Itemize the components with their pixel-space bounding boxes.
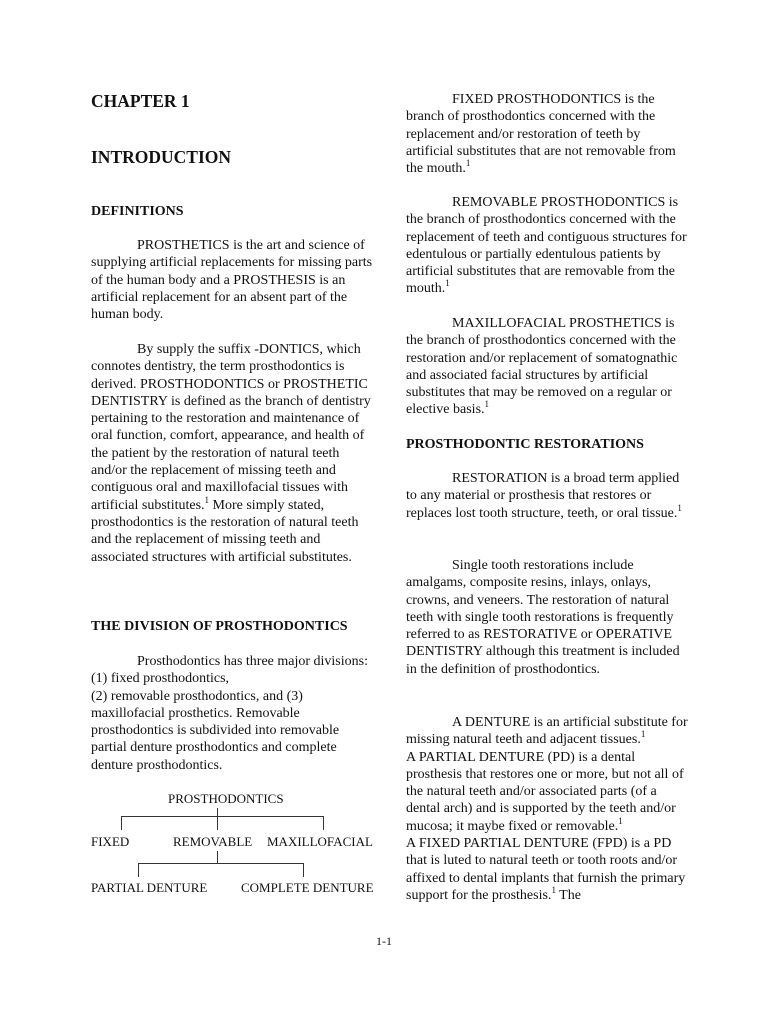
prosthodontics-hierarchy-diagram <box>91 785 381 900</box>
diagram-connector <box>217 816 218 830</box>
maxillofacial-prosthetics-paragraph <box>406 315 691 419</box>
citation-ref: 1 <box>677 502 682 513</box>
diagram-connector <box>323 816 324 830</box>
citation-ref: 1 <box>551 884 556 895</box>
chapter-heading: CHAPTER 1 <box>91 91 190 111</box>
prosthodontics-definition-text-cont: More simply stated, prosthodontics is the restoration of natural teeth and the replacement of missing teeth and associated structures with artificial substitutes. <box>91 497 359 565</box>
fixed-partial-denture-text: A FIXED PARTIAL DENTURE (FPD) is a PD that is luted to natural teeth or tooth roots and/or affixed to dental implants that furnish the primary support for the prosthesis. <box>406 836 686 903</box>
diagram-connector <box>303 863 304 877</box>
citation-ref: 1 <box>618 815 623 826</box>
citation-ref: 1 <box>445 278 450 289</box>
partial-denture-text: A PARTIAL DENTURE (PD) is a dental prosthesis that restores one or more, but not all of the natural teeth and/or associated parts (of a dental arch) and is supported by the teeth and/or mucosa; it maybe fixed or removable. <box>406 749 684 834</box>
citation-ref: 1 <box>484 399 490 410</box>
removable-prosthodontics-paragraph <box>406 194 691 298</box>
diagram-node-partial-denture: PARTIAL DENTURE <box>91 880 208 895</box>
diagram-node-removable: REMOVABLE <box>173 834 253 849</box>
diagram-node-prosthodontics: PROSTHODONTICS <box>168 791 284 806</box>
diagram-connector <box>217 851 218 863</box>
diagram-connector <box>138 863 139 877</box>
division-paragraph-line1: Prosthodontics has three major divisions: (1) fixed prosthodontics, <box>91 654 368 687</box>
removable-prosthodontics-text: REMOVABLE PROSTHODONTICS is the branch of prosthodontics concerned with the replacement of teeth and contiguous structures for edentulous or partially edentulous patients by artificial substitutes that are removable from the mouth. <box>406 195 687 297</box>
maxillofacial-prosthetics-text: MAXILLOFACIAL PROSTHETICS is the branch of prosthodontics concerned with the restoration and/or replacement of somatognathic and associated facial structures by artificial substitutes that may be removed on a regular or elective basis. <box>406 316 678 418</box>
diagram-connector <box>138 863 303 864</box>
diagram-node-maxillofacial: MAXILLOFACIAL <box>267 834 373 849</box>
fixed-prosthodontics-text: FIXED PROSTHODONTICS is the branch of prosthodontics concerned with the replacement and/or restoration of teeth by artificial substitutes that are not removable from the mouth. <box>406 92 676 177</box>
page-number: 1-1 <box>376 934 392 948</box>
citation-ref: 1 <box>204 494 210 505</box>
fixed-prosthodontics-paragraph <box>406 91 691 177</box>
division-paragraph-rest: (2) removable prosthodontics, and (3) maxillofacial prosthetics. Removable prosthodontics is subdivided into removable partial denture prosthodontics and complete denture prosthodontics. <box>91 688 340 773</box>
citation-ref: 1 <box>640 729 646 740</box>
prosthetics-paragraph: PROSTHETICS is the art and science of supplying artificial replacements for missing parts of the human body and a PROSTHESIS is an artificial replacement for an absent part of the human body. <box>91 238 373 323</box>
diagram-connector <box>121 816 122 830</box>
prosthodontics-definition-paragraph <box>91 341 376 566</box>
denture-text: A DENTURE is an artificial substitute for missing natural teeth and adjacent tissues. <box>406 715 688 748</box>
restoration-paragraph <box>406 470 691 522</box>
definitions-heading: DEFINITIONS <box>91 204 184 219</box>
diagram-connector <box>217 808 218 816</box>
diagram-connector <box>121 816 323 817</box>
single-tooth-paragraph: Single tooth restorations include amalgams, composite resins, inlays, onlays, crowns, and veneers. The restoration of natural teeth with single tooth restorations is frequently referred to as RESTORATIVE or OPERATIVE DENTISTRY although this treatment is included in the definition of prosthodontics. <box>406 558 680 677</box>
chapter-title: INTRODUCTION <box>91 147 232 167</box>
diagram-node-complete-denture: COMPLETE DENTURE <box>241 880 374 895</box>
prosthodontics-definition-text: By supply the suffix -DONTICS, which connotes dentistry, the term prosthodontics is derived. PROSTHODONTICS or PROSTHETIC DENTISTRY is defined as the branch of dentistry pertaining to the restoration and maintenance of oral function, comfort, appearance, and health of the patient by the restoration of natural teeth and/or the replacement of missing teeth and contiguous oral and maxillofacial tissues with artificial substitutes. <box>91 342 371 513</box>
restoration-text: RESTORATION is a broad term applied to any material or prosthesis that restores or replaces lost tooth structure, teeth, or oral tissue. <box>406 471 680 521</box>
denture-paragraph <box>406 714 691 904</box>
division-heading: THE DIVISION OF PROSTHODONTICS <box>91 619 348 634</box>
diagram-node-fixed: FIXED <box>91 834 130 849</box>
denture-continuation-text: The <box>555 887 581 903</box>
citation-ref: 1 <box>465 158 471 169</box>
restorations-heading: PROSTHODONTIC RESTORATIONS <box>406 437 644 452</box>
